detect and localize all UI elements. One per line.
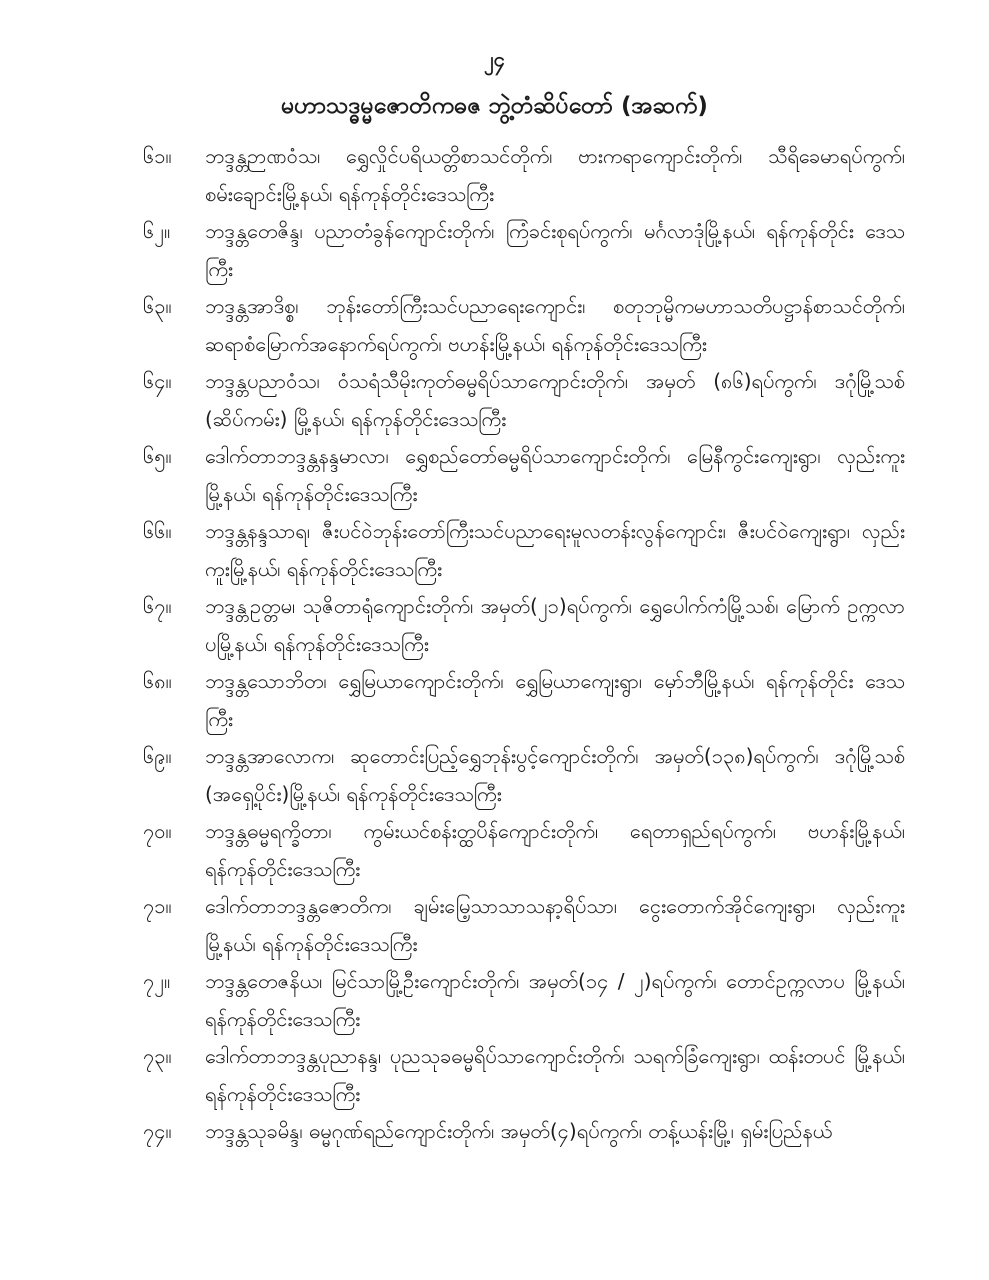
document-title: မဟာသဒ္ဓမ္မဇောတိကဓဇ ဘွဲ့တံဆိပ်တော် (အဆက်): [281, 93, 708, 119]
list-item: [143, 1038, 905, 1113]
item-number: ၇၁။: [143, 894, 172, 918]
item-number: ၇၄။: [143, 1119, 172, 1143]
page-number: ၂၄: [483, 47, 506, 71]
item-number: ၆၆။: [143, 519, 172, 543]
item-text: ဘဒ္ဒန္တဓမ္မရက္ခိတာ၊ ကွမ်းယင်စန်းတ္ထပိန်ကျောင်းတိုက်၊ ရေတာရှည်ရပ်ကွက်၊ ဗဟန်းမြို့နယ်၊ ရန်ကုန်တိုင်းဒေသကြီး: [205, 819, 905, 881]
item-text: ဘဒ္ဒန္တနန္ဒသာရ၊ ဇီးပင်ဝဲဘုန်းတော်ကြီးသင်ပညာရေးမူလတန်းလွန်ကျောင်း၊ ဇီးပင်ဝဲကျေးရွာ၊ လှည်းကူးမြို့နယ်၊ ရန်ကုန်တိုင်းဒေသကြီး: [205, 519, 905, 581]
item-text: ဒေါက်တာဘဒ္ဒန္တပုညာနန္ဒ၊ ပုညသုခဓမ္မရိပ်သာကျောင်းတိုက်၊ သရက်ခြံကျေးရွာ၊ ထန်းတပင် မြို့နယ်၊ ရန်ကုန်တိုင်းဒေသကြီး: [205, 1044, 905, 1106]
item-number: ၆၄။: [143, 369, 172, 393]
item-text: ဘဒ္ဒန္တပညာဝံသ၊ ဝံသရံသီမိုးကုတ်ဓမ္မရိပ်သာကျောင်းတိုက်၊ အမှတ် (၈၆)ရပ်ကွက်၊ ဒဂုံမြို့သစ် (ဆိပ်ကမ်း) မြို့နယ်၊ ရန်ကုန်တိုင်းဒေသကြီး: [205, 369, 905, 431]
item-text: ဘဒ္ဒန္တသုခမိန္ဒ၊ ဓမ္မဂုဏ်ရည်ကျောင်းတိုက်၊ အမှတ်(၄)ရပ်ကွက်၊ တန့်ယန်းမြို့၊ ရှမ်းပြည်နယ်: [205, 1119, 833, 1143]
item-number: ၇၃။: [143, 1044, 172, 1068]
item-number: ၆၂။: [143, 219, 171, 243]
list-item: [143, 888, 905, 963]
list-item: [143, 963, 905, 1038]
item-text: ဘဒ္ဒန္တအာလောက၊ ဆုတောင်းပြည့်ရွှေဘုန်းပွင့်ကျောင်းတိုက်၊ အမှတ်(၁၃၈)ရပ်ကွက်၊ ဒဂုံမြို့သစ် (အရှေ့ပိုင်း)မြို့နယ်၊ ရန်ကုန်တိုင်းဒေသကြီး: [205, 744, 905, 806]
list-item: [143, 513, 905, 588]
list-item: [143, 138, 905, 213]
item-text: ဒေါက်တာဘဒ္ဒန္တဇောတိက၊ ချမ်းမြေ့သာသာသနာ့ရိပ်သာ၊ ငွေးတောက်အိုင်ကျေးရွာ၊ လှည်းကူး မြို့နယ်၊ ရန်ကုန်တိုင်းဒေသကြီး: [205, 894, 905, 956]
item-text: ဘဒ္ဒန္တဉာဏဝံသ၊ ရွှေလှိုင်ပရိယတ္တိစာသင်တိုက်၊ ဗားကရာကျောင်းတိုက်၊ သီရိခေမာရပ်ကွက်၊ စမ်းချောင်းမြို့နယ်၊ ရန်ကုန်တိုင်းဒေသကြီး: [205, 144, 905, 206]
list-item: [143, 363, 905, 438]
list-item: [143, 588, 905, 663]
item-text: ဘဒ္ဒန္တအာဒိစ္စ၊ ဘုန်းတော်ကြီးသင်ပညာရေးကျောင်း၊ စတုဘုမ္မိကမဟာသတိပဋ္ဌာန်စာသင်တိုက်၊ ဆရာစံမြောက်အနောက်ရပ်ကွက်၊ ဗဟန်းမြို့နယ်၊ ရန်ကုန်တိုင်းဒေသကြီး: [205, 294, 905, 356]
list-item: [143, 1113, 905, 1151]
item-number: ၆၇။: [143, 594, 172, 618]
item-number: ၇၂။: [143, 969, 171, 993]
item-text: ဘဒ္ဒန္တတေဇိန္ဒ၊ ပညာတံခွန်ကျောင်းတိုက်၊ ကြံခင်းစုရပ်ကွက်၊ မင်္ဂလာဒုံမြို့နယ်၊ ရန်ကုန်တိုင်း ဒေသကြီး: [205, 219, 905, 281]
item-text: ဘဒ္ဒန္တဥတ္တမ၊ သုဇိတာရုံကျောင်းတိုက်၊ အမှတ်(၂၁)ရပ်ကွက်၊ ရွှေပေါက်ကံမြို့သစ်၊ မြောက် ဥက္ကလာပမြို့နယ်၊ ရန်ကုန်တိုင်းဒေသကြီး: [205, 594, 905, 656]
item-text: ဘဒ္ဒန္တတေဇနိယ၊ မြင်သာမြို့ဦးကျောင်းတိုက်၊ အမှတ်(၁၄ / ၂)ရပ်ကွက်၊ တောင်ဥက္ကလာပ မြို့နယ်၊ ရန်ကုန်တိုင်းဒေသကြီး: [205, 969, 905, 1031]
item-number: ၆၈။: [143, 669, 172, 693]
item-text: ဒေါက်တာဘဒ္ဒန္တနန္ဒမာလာ၊ ရွှေစည်တော်ဓမ္မရိပ်သာကျောင်းတိုက်၊ မြေနီကွင်းကျေးရွာ၊ လှည်းကူးမြို့နယ်၊ ရန်ကုန်တိုင်းဒေသကြီး: [205, 444, 905, 506]
item-number: ၆၃။: [143, 294, 172, 318]
list-item: [143, 213, 905, 288]
item-number: ၆၅။: [143, 444, 172, 468]
list-item: [143, 813, 905, 888]
item-number: ၆၉။: [143, 744, 172, 768]
item-number: ၆၁။: [143, 144, 172, 168]
award-recipient-list: [0, 138, 989, 1151]
list-item: [143, 738, 905, 813]
item-text: ဘဒ္ဒန္တသောဘိတ၊ ရွှေမြယာကျောင်းတိုက်၊ ရွှေမြယာကျေးရွာ၊ မှော်ဘီမြို့နယ်၊ ရန်ကုန်တိုင်း ဒေသကြီး: [205, 669, 905, 731]
list-item: [143, 663, 905, 738]
list-item: [143, 288, 905, 363]
list-item: [143, 438, 905, 513]
item-number: ၇၀။: [143, 819, 172, 843]
